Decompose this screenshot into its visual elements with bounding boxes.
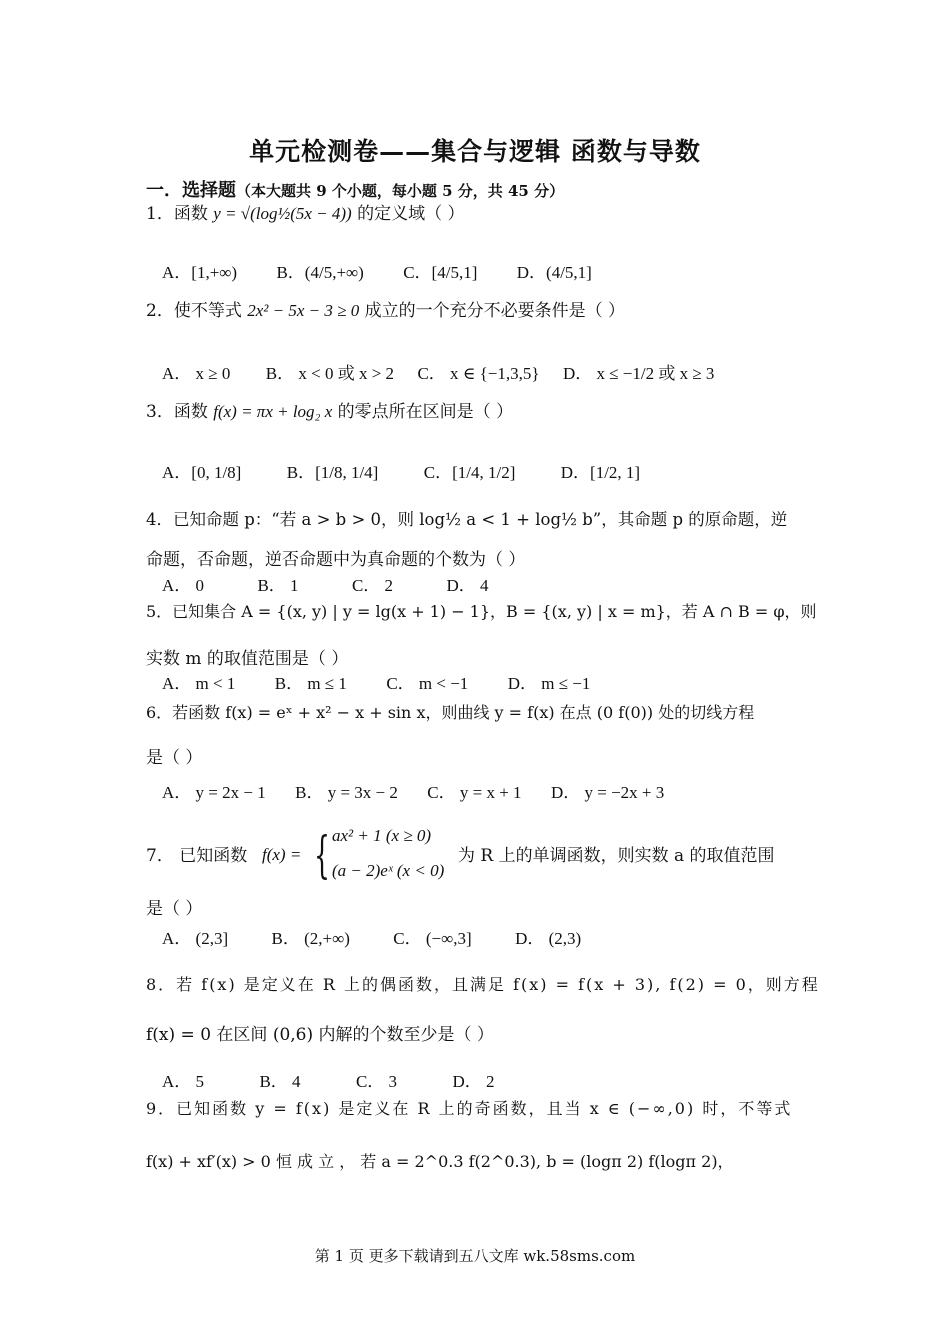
option-b: B． y = 3x − 2 xyxy=(295,783,398,802)
question-7-stem-b: 为 R 上的单调函数，则实数 a 的取值范围 xyxy=(458,846,775,866)
option-a: A． x ≥ 0 xyxy=(162,364,231,383)
math-expression: 2x² − 5x − 3 ≥ 0 xyxy=(247,301,360,320)
brace-icon: { xyxy=(314,826,330,884)
option-d: D．(4/5,1] xyxy=(516,263,592,282)
option-b: B． m ≤ 1 xyxy=(274,674,347,693)
option-c: C．[4/5,1] xyxy=(403,263,478,282)
question-5-options xyxy=(162,673,590,695)
question-text: 2．使不等式 xyxy=(146,301,242,321)
option-a: A． 0 xyxy=(162,576,205,595)
option-b: B． x < 0 或 x > 2 xyxy=(265,364,395,383)
math-expression: y = √(log½(5x − 4)) xyxy=(213,204,352,223)
option-a: A． (2,3] xyxy=(162,929,229,948)
question-8-options xyxy=(162,1071,494,1093)
question-7-options xyxy=(162,928,581,950)
option-c: C． 3 xyxy=(355,1072,398,1091)
option-b: B．(4/5,+∞) xyxy=(276,263,364,282)
section-heading xyxy=(146,176,564,202)
question-9-stem-cont: f(x) + xf′(x) > 0 恒 成 立 ， 若 a = 2^0.3 f(2^0.3), b = (logπ 2) f(logπ 2)， xyxy=(146,1152,734,1171)
option-b: B．[1/8, 1/4] xyxy=(286,463,379,482)
question-text: 的零点所在区间是（ ） xyxy=(337,402,514,422)
question-text: 3．函数 xyxy=(146,402,208,422)
option-a: A．[0, 1/8] xyxy=(162,463,242,482)
question-6-options xyxy=(162,782,664,804)
question-text: 1．函数 xyxy=(146,204,208,224)
question-4-stem-cont: 命题，否命题，逆否命题中为真命题的个数为（ ） xyxy=(146,550,526,570)
question-1-stem xyxy=(146,203,465,225)
option-d: D．[1/2, 1] xyxy=(560,463,641,482)
option-a: A． y = 2x − 1 xyxy=(162,783,266,802)
question-5-stem-cont: 实数 m 的取值范围是（ ） xyxy=(146,649,349,669)
question-2-options xyxy=(162,363,714,385)
question-text: 的定义域（ ） xyxy=(357,204,465,224)
option-a: A．[1,+∞) xyxy=(162,263,238,282)
question-2-stem xyxy=(146,300,625,322)
page-footer: 第 1 页 更多下载请到五八文库 wk.58sms.com xyxy=(314,1247,636,1265)
question-7-stem-a: 7． 已知函数 xyxy=(146,846,248,866)
math-expression: f(x) = πx + log₂ x xyxy=(213,402,333,421)
page-title: 单元检测卷——集合与逻辑 函数与导数 xyxy=(249,137,701,166)
question-3-stem xyxy=(146,401,513,423)
question-5-stem: 5．已知集合 A = {(x, y) | y = lg(x + 1) − 1}，B = {(x, y) | x = m}，若 A ∩ B = φ，则 xyxy=(146,602,817,621)
option-c: C．[1/4, 1/2] xyxy=(423,463,516,482)
question-7-stem-cont: 是（ ） xyxy=(146,899,203,919)
question-4-stem: 4．已知命题 p：“若 a > b > 0，则 log½ a < 1 + log½ b”，其命题 p 的原命题，逆 xyxy=(146,510,788,529)
option-b: B． (2,+∞) xyxy=(271,929,350,948)
question-6-stem-cont: 是（ ） xyxy=(146,748,203,768)
question-9-stem: 9．已知函数 y = f(x) 是定义在 R 上的奇函数，且当 x ∈ (−∞,0) 时，不等式 xyxy=(146,1099,793,1118)
option-c: C． m < −1 xyxy=(386,674,469,693)
piecewise-case-1: ax² + 1 (x ≥ 0) xyxy=(332,826,432,845)
question-8-stem: 8．若 f(x) 是定义在 R 上的偶函数，且满足 f(x) = f(x + 3), f(2) = 0，则方程 xyxy=(146,975,820,994)
question-1-options xyxy=(162,262,592,284)
option-c: C． y = x + 1 xyxy=(427,783,522,802)
section-note: （本大题共 9 个小题，每小题 5 分，共 45 分） xyxy=(236,182,565,200)
option-a: A． 5 xyxy=(162,1072,205,1091)
option-c: C． x ∈ {−1,3,5} xyxy=(417,364,540,383)
section-heading-label: 一．选择题 xyxy=(146,180,236,201)
document-page: 单元检测卷——集合与逻辑 函数与导数 一．选择题（本大题共 9 个小题，每小题 5 分，共 45 分） 1．函数 y = √(log½(5x − 4)) 的定义域（ ） A．[1,+∞) B．(4/5,+∞) C．[4/5,1] D．(4/5,1] 2．使不等式 2x² − 5x − 3 ≥ 0 成立的一个充分不必要条件是（ ） A． x ≥ 0 B． x < 0 或 x > 2 C． x ∈ {−1,3,5} D． x ≤ −1/2 或 x ≥ 3 3．函数 f(x) = πx + log₂ x 的零点所在区间是（ ） A．[0, 1/8] B．[1/8, 1/4] C．[1/4, 1/2] D．[1/2, 1] 4．已知命题 p：“若 a > b > 0，则 log½ a < 1 + log½ b”，其命题 p 的原命题，逆 命题，否命题，逆否命题中为真命题的个数为（ ） A． 0 B． 1 C． 2 D． 4 5．已知集合 A = {(x, y) | y = lg(x + 1) − 1}，B = {(x, y) | x = m}，若 A ∩ B = φ，则 实数 m 的取值范围是（ ） A． m < 1 B． m ≤ 1 C． m < −1 D． m ≤ −1 6．若函数 f(x) = eˣ + x² − x + sin x，则曲线 y = f(x) 在点 (0 f(0)) 处的切线方程 是（ ） A． y = 2x − 1 B． y = 3x − 2 C． y = x + 1 D． y = −2x + 3 7． 已知函数 f(x) = { ax² + 1 (x ≥ 0) (a − 2)eˣ (x < 0) 为 R 上的单调函数，则实数 a 的取值范围 是（ ） A． (2,3] B． (2,+∞) C． (−∞,3] D． (2,3) 8．若 f(x) 是定义在 R 上的偶函数，且满足 f(x) = f(x + 3), f(2) = 0，则方程 f(x) = 0 在区间 (0,6) 内解的个数至少是（ ） A． 5 B． 4 C． 3 D． 2 9．已知函数 y = f(x) 是定义在 R 上的奇函数，且当 x ∈ (−∞,0) 时，不等式 f(x) + xf′(x) > 0 恒 成 立 ， 若 a = 2^0.3 f(2^0.3), b = (logπ 2) f(logπ 2)， 第 1 页 更多下载请到五八文库 wk.58sms.com xyxy=(0,0,950,1344)
option-d: D． (2,3) xyxy=(515,929,582,948)
option-d: D． y = −2x + 3 xyxy=(550,783,665,802)
question-8-stem-cont: f(x) = 0 在区间 (0,6) 内解的个数至少是（ ） xyxy=(146,1025,494,1045)
option-d: D． 2 xyxy=(452,1072,495,1091)
option-b: B． 1 xyxy=(257,576,299,595)
piecewise-case-2: (a − 2)eˣ (x < 0) xyxy=(332,861,445,880)
option-c: C． 2 xyxy=(351,576,394,595)
option-d: D． x ≤ −1/2 或 x ≥ 3 xyxy=(562,364,715,383)
option-d: D． 4 xyxy=(446,576,489,595)
question-3-options xyxy=(162,462,640,484)
question-6-stem: 6．若函数 f(x) = eˣ + x² − x + sin x，则曲线 y = f(x) 在点 (0 f(0)) 处的切线方程 xyxy=(146,703,755,722)
option-b: B． 4 xyxy=(259,1072,301,1091)
option-c: C． (−∞,3] xyxy=(393,929,472,948)
question-text: 成立的一个充分不必要条件是（ ） xyxy=(364,301,626,321)
question-4-options xyxy=(162,575,488,597)
option-a: A． m < 1 xyxy=(162,674,236,693)
option-d: D． m ≤ −1 xyxy=(507,674,591,693)
